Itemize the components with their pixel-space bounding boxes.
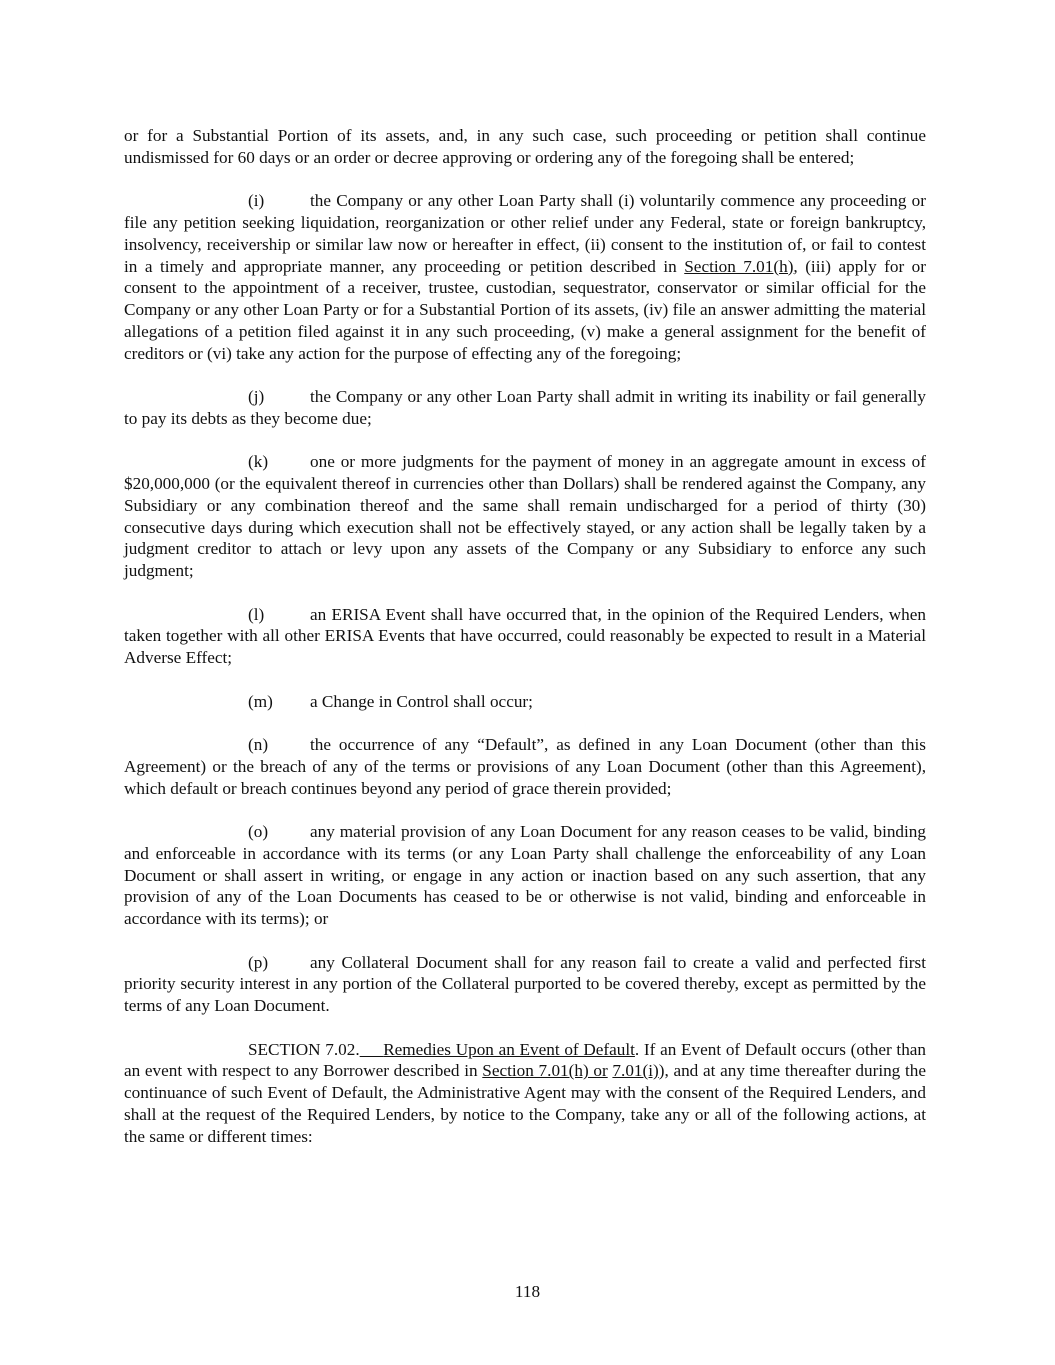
clause-label: (p) — [248, 952, 269, 972]
paragraph-text: a Change in Control shall occur; — [310, 691, 533, 711]
clause-m — [124, 691, 926, 713]
paragraph-text: any material provision of any Loan Document for any reason ceases to be valid, binding and enforceable in accordance with its terms (or any Loan Party shall challenge the enforceability of any Loan Document or shall assert in writing, or engage in any action or inaction based on any such assertion, that any provision of any of the Loan Documents has ceased to be or otherwise is not valid, binding and enforceable in accordance with its terms); or — [124, 822, 926, 928]
paragraph-text: or for a Substantial Portion of its assets, and, in any such case, such proceeding or petition shall continue undismissed for 60 days or an order or decree approving or ordering any of the foregoing shall be entered; — [124, 126, 926, 167]
clause-label: (j) — [248, 387, 265, 406]
clause-label: (k) — [248, 452, 269, 472]
clause-label: (i) — [248, 191, 265, 211]
cross-reference: Section 7.01(h) — [684, 256, 794, 276]
document-body — [124, 125, 926, 1169]
clause-n — [124, 734, 926, 799]
clause-k — [124, 451, 926, 582]
clause-i — [124, 190, 926, 364]
paragraph-text: an ERISA Event shall have occurred that, in the opinion of the Required Lenders, when taken together with all other ERISA Events that have occurred, could reasonably be expected to result in a Material Adverse Effect; — [124, 604, 926, 667]
continued-paragraph — [124, 125, 926, 169]
clause-label: (m) — [248, 691, 273, 711]
paragraph-text: , (iii) apply for or consent to the appointment of a receiver, trustee, custodian, sequestrator, conservator or similar official for the Company or any other Loan Party or for a Substantial Portion of its assets, (iv) file an answer admitting the material allegations of a petition filed against it in any such proceeding, (v) make a general assignment for the benefit of creditors or (vi) take any action for the purpose of effecting any of the foregoing; — [124, 256, 926, 363]
clause-o — [124, 821, 926, 930]
paragraph-text: the Company or any other Loan Party shall (i) voluntarily commence any proceeding or file any petition seeking liquidation, reorganization or other relief under any Federal, state or foreign bankruptcy, insolvency, receivership or similar law now or hereafter in effect, (ii) consent to the institution of, or fail to contest in a timely and appropriate manner, any proceeding or petition described in — [124, 191, 926, 276]
paragraph-text: the occurrence of any “Default”, as defined in any Loan Document (other than this Agreement) or the breach of any of the terms or provisions of any Loan Document (other than this Agreement), which default or breach continues beyond any period of grace therein provided; — [124, 735, 926, 798]
paragraph-text: . If an Event of Default occurs (other than an event with respect to any Borrower described in — [124, 1039, 927, 1081]
paragraph-text: one or more judgments for the payment of money in an aggregate amount in excess of $20,000,000 (or the equivalent thereof in currencies other than Dollars) shall be rendered against the Company, any Subsidiary or any combination thereof and the same shall remain undischarged for a period of thirty (30) consecutive days during which execution shall not be effectively stayed, or any action shall be legally taken by a judgment creditor to attach or levy upon any assets of the Company or any Subsidiary to enforce any such judgment; — [124, 452, 926, 580]
clause-l — [124, 604, 926, 669]
paragraph-text: any Collateral Document shall for any reason fail to create a valid and perfected first priority security interest in any portion of the Collateral purported to be covered thereby, except as permitted by the terms of any Loan Document. — [124, 952, 926, 1015]
clause-label: (o) — [248, 822, 269, 841]
cross-reference: 7.01(i) — [612, 1061, 659, 1081]
paragraph-text: SECTION 7.02. — [248, 1039, 360, 1059]
cross-reference: Section 7.01(h) or — [482, 1061, 608, 1081]
clause-j — [124, 386, 926, 430]
clause-label: (n) — [248, 735, 269, 754]
cross-reference: Remedies Upon an Event of Default — [383, 1039, 635, 1059]
paragraph-text: ), and at any time thereafter during the continuance of such Event of Default, the Administrative Agent may with the consent of the Required Lenders, and shall at the request of the Required Lenders, by notice to the Company, take any or all of the following actions, at the same or different times: — [124, 1061, 926, 1146]
page-number: 118 — [514, 1282, 541, 1301]
cross-reference — [360, 1040, 384, 1059]
section-7-02-paragraph — [124, 1039, 926, 1148]
clause-p — [124, 952, 926, 1017]
paragraph-text: the Company or any other Loan Party shall admit in writing its inability or fail generally to pay its debts as they become due; — [124, 387, 926, 428]
clause-label: (l) — [248, 604, 265, 624]
